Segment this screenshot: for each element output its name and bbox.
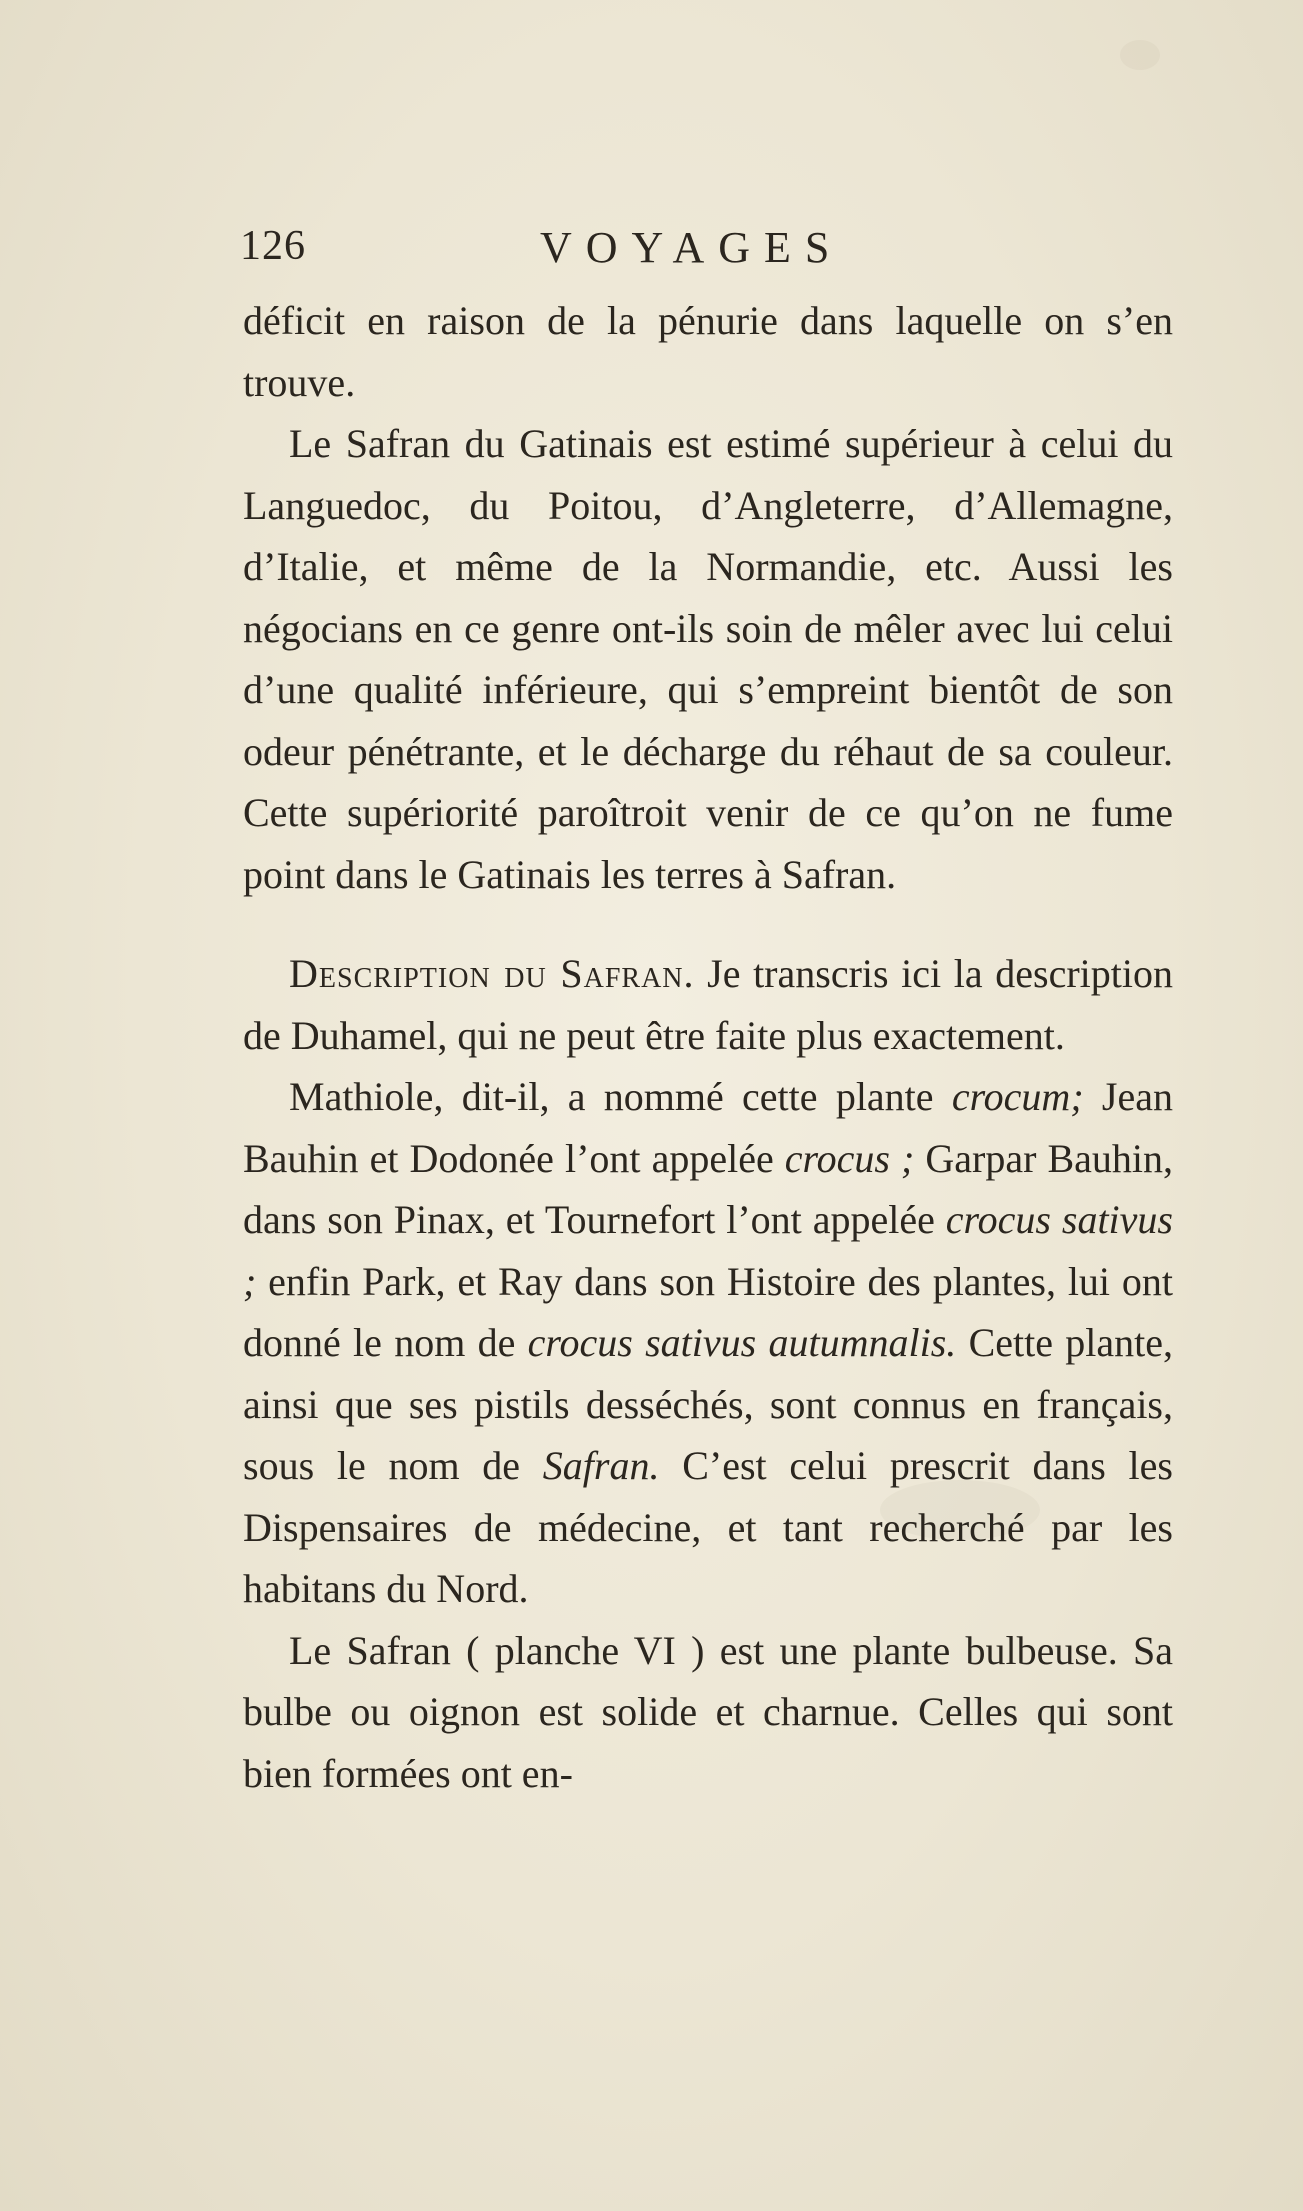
emphasized-term: Safran. bbox=[542, 1443, 660, 1488]
paragraph-text: Cette plante, ainsi que ses pistils desséchés, sont connus en français, sous le nom de bbox=[243, 1320, 1173, 1488]
paragraph: Le Safran du Gatinais est estimé supérieur à celui du Languedoc, du Poitou, d’Angleterre, d’Allemagne, d’Italie, et même de la Normandie, etc. Aussi les négocians en ce genre ont-ils soin de mêler avec lui celui d’une qualité inférieure, qui s’empreint bientôt de son odeur pénétrante, et le décharge du réhaut de sa couleur. Cette supériorité paroîtroit venir de ce qu’on ne fume point dans le Gatinais les terres à Safran. bbox=[243, 421, 1173, 897]
paragraph-text: Jean Bauhin et Dodonée l’ont appelée bbox=[243, 1074, 1173, 1181]
page-number: 126 bbox=[240, 223, 306, 269]
page-header bbox=[240, 222, 1180, 282]
paragraph-text: Mathiole, dit-il, a nommé cette plante bbox=[289, 1074, 952, 1119]
paragraph-text: Je transcris ici la description de Duhamel, qui ne peut être faite plus exactement. bbox=[243, 951, 1173, 1058]
latin-name: crocus sativus ; bbox=[243, 1197, 1173, 1304]
paragraph-text: Garpar Bauhin, dans son Pinax, et Tournefort l’ont appelée bbox=[243, 1135, 1173, 1242]
latin-name: crocum; bbox=[951, 1074, 1084, 1119]
paragraph: Le Safran ( planche VI ) est une plante bulbeuse. Sa bulbe ou oignon est solide et charnue. Celles qui sont bien formées ont en- bbox=[243, 1627, 1173, 1796]
latin-name: crocus sativus autumnalis. bbox=[527, 1320, 957, 1365]
body-text bbox=[243, 290, 1173, 1804]
running-title: VOYAGES bbox=[540, 223, 844, 272]
paragraph bbox=[243, 1066, 1173, 1620]
paper-stain bbox=[1120, 40, 1160, 70]
paragraph bbox=[243, 943, 1173, 1066]
latin-name: crocus ; bbox=[784, 1135, 915, 1181]
paragraph: déficit en raison de la pénurie dans laquelle on s’en trouve. bbox=[243, 298, 1173, 405]
section-heading: Description du Safran. bbox=[289, 951, 695, 996]
paragraph-text: C’est celui prescrit dans les Dispensaires de médecine, et tant recherché par les habitans du Nord. bbox=[243, 1443, 1173, 1611]
paragraph-text: enfin Park, et Ray dans son Histoire des plantes, lui ont donné le nom de bbox=[243, 1258, 1173, 1365]
